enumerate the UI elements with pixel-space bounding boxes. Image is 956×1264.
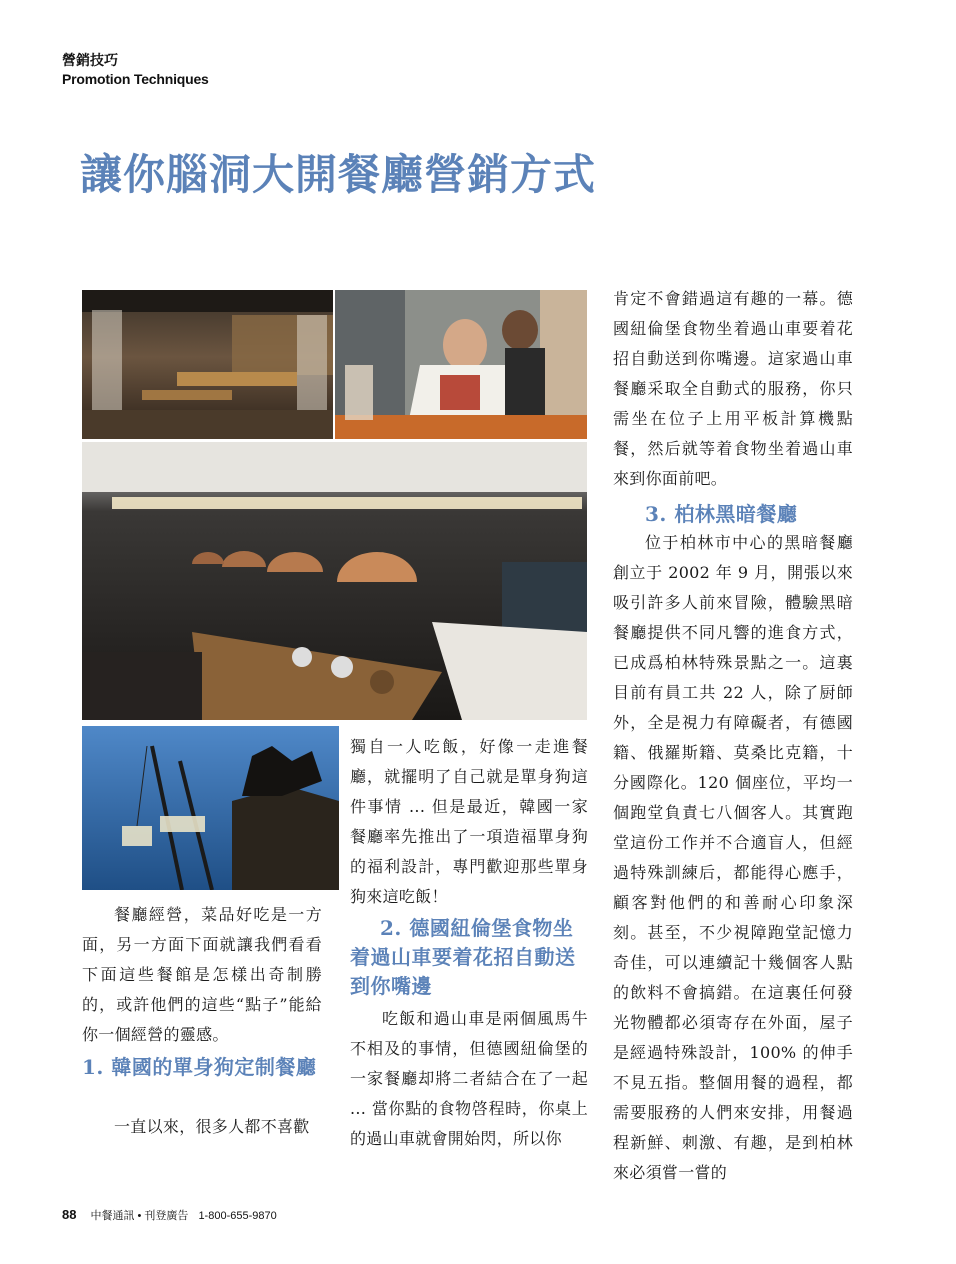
- section3-paragraph: 位于柏林市中心的黑暗餐廳創立于 2002 年 9 月，開張以來吸引許多人前來冒險，體驗黑暗餐廳提供不同凡響的進食方式，已成爲柏林特殊景點之一。這裏目前有員工共 22 人，除了厨師外，全是視力有障礙者，有德國籍、俄羅斯籍、莫桑比克籍，十分國際化。120 個座位，平均一個跑堂負責七八個客人。其實跑堂這份工作并不合適盲人，但經過特殊訓練后，都能得心應手，顧客對他們的和善耐心印象深刻。甚至，不少視障跑堂記憶力奇佳，可以連續記十幾個客人點的飲料不會搞錯。在這裏任何發光物體都必須寄存在外面，屋子是經過特殊設計，100% 的伸手不見五指。整個用餐的過程，都需要服務的人們來安排，用餐過程新鮮、刺激、有趣，是到柏林來必須嘗一嘗的: [613, 533, 853, 1182]
- section-heading-1: 1. 韓國的單身狗定制餐廳: [82, 1055, 317, 1079]
- section-label-en: Promotion Techniques: [62, 71, 209, 87]
- phone-number: 1-800-655-9870: [198, 1210, 277, 1222]
- photo-dark-restaurant-buffet: [82, 442, 587, 720]
- photo-restaurant-interior: [82, 290, 333, 439]
- article-title: 讓你腦洞大開餐廳營銷方式: [80, 150, 597, 199]
- section1-paragraph-cont: 獨自一人吃飯，好像一走進餐廳，就擺明了自己就是單身狗這件事情 ... 但是最近，韓國一家餐廳率先推出了一項造福單身狗的福利設計，專門歡迎那些單身狗來這吃飯！: [350, 737, 588, 906]
- intro-paragraph: 餐廳經營，菜品好吃是一方面，另一方面下面就讓我們看看下面這些餐館是怎樣出奇制勝的，或許他們的這些“點子”能給你一個經營的靈感。: [82, 905, 322, 1044]
- photo-rollercoaster-diners: [335, 290, 587, 439]
- section2-paragraph-start: 吃飯和過山車是兩個風馬牛不相及的事情，但德國紐倫堡的一家餐廳却將二者結合在了一起 ... 當你點的食物啓程時，你桌上的過山車就會開始閃，所以你: [350, 1009, 588, 1148]
- publication-name: 中餐通訊 • 刊登廣告: [90, 1210, 189, 1222]
- section1-paragraph-start: 一直以來，很多人都不喜歡: [114, 1117, 310, 1136]
- page-number: 88: [62, 1207, 77, 1222]
- section2-paragraph-cont: 肯定不會錯過這有趣的一幕。德國紐倫堡食物坐着過山車要着花招自動送到你嘴邊。這家過山車餐廳采取全自動式的服務，你只需坐在位子上用平板計算機點餐，然后就等着食物坐着過山車來到你面前吧。: [613, 289, 853, 488]
- section-heading-2: 2. 德國紐倫堡食物坐着過山車要着花招自動送到你嘴邊: [350, 916, 576, 998]
- page-footer: [62, 1207, 277, 1223]
- section-label-zh: 營銷技巧: [62, 53, 118, 69]
- section-heading-3: 3. 柏林黑暗餐廳: [645, 502, 798, 526]
- photo-dining-in-sky: [82, 726, 339, 890]
